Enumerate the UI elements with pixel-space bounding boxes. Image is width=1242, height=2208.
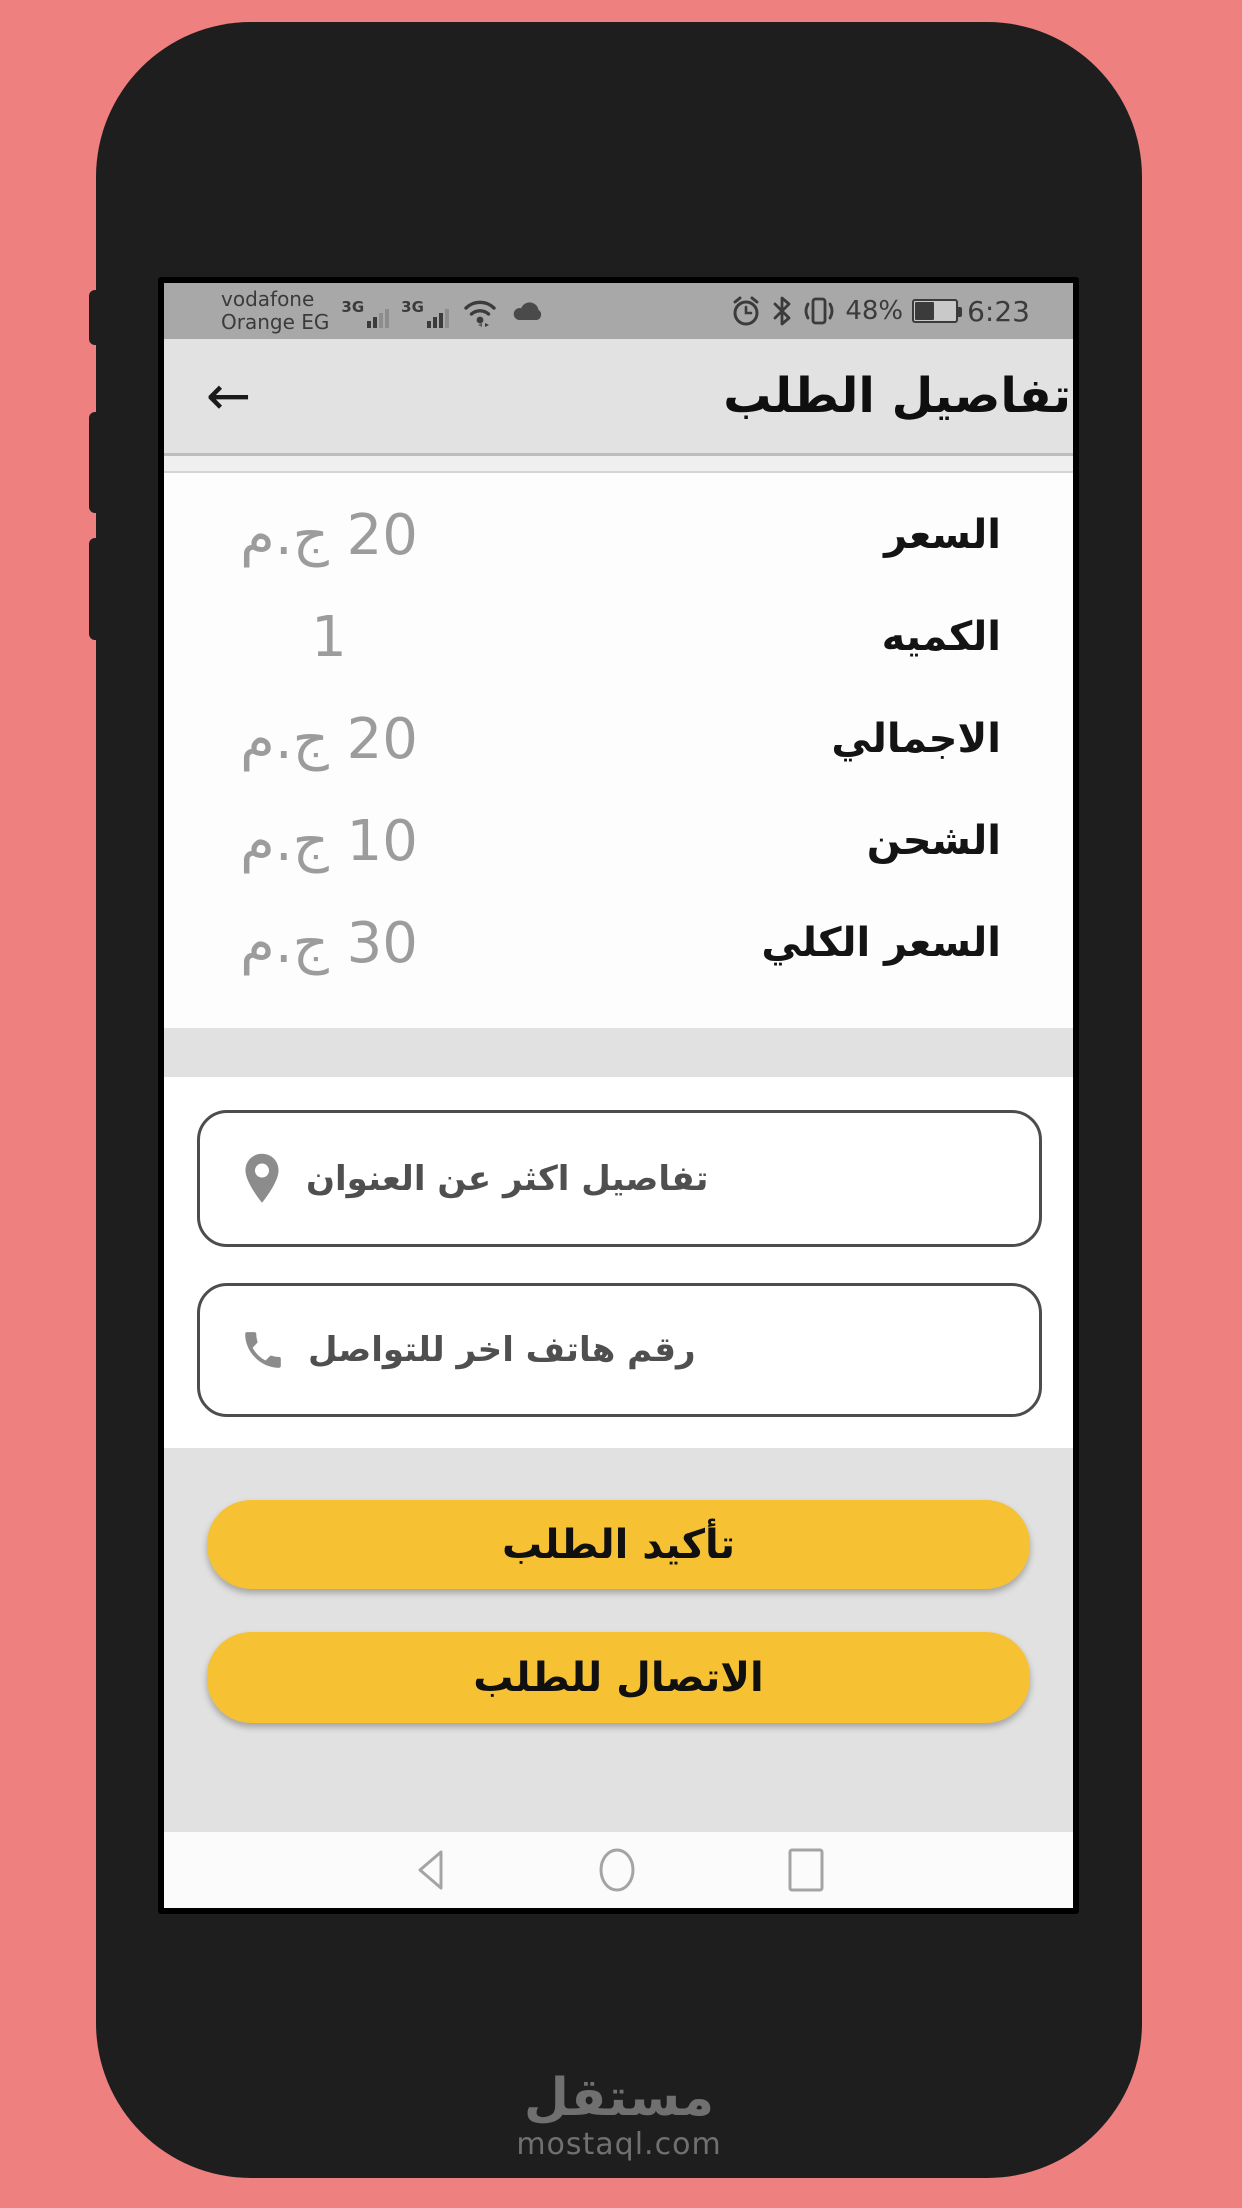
order-detail-row: [204, 484, 1001, 586]
battery-icon: [912, 299, 958, 323]
detail-label: السعر الكلي: [761, 920, 1001, 966]
vibrate-icon: [802, 295, 836, 327]
nav-back-icon[interactable]: [413, 1847, 447, 1893]
bluetooth-icon: [771, 295, 793, 327]
location-pin-icon: [240, 1152, 284, 1206]
battery-percent: 48%: [845, 296, 904, 326]
form-section: [164, 1077, 1073, 1448]
watermark-logo: مستقل: [523, 2067, 715, 2128]
signal-bars-icon: 3G: [401, 294, 449, 328]
alarm-clock-icon: [730, 295, 762, 327]
address-field[interactable]: [197, 1110, 1042, 1247]
order-detail-row: [204, 688, 1001, 790]
cloud-icon: [511, 298, 547, 324]
confirm-order-button[interactable]: تأكيد الطلب: [207, 1500, 1030, 1589]
detail-value: 1: [311, 604, 347, 670]
detail-label: الاجمالي: [831, 716, 1001, 762]
detail-label: الشحن: [866, 818, 1001, 864]
address-input[interactable]: [306, 1159, 1009, 1199]
order-detail-row: [204, 586, 1001, 688]
android-nav-bar: [164, 1832, 1073, 1908]
page-title: تفاصيل الطلب: [723, 368, 1071, 424]
phone-screen: [158, 277, 1079, 1914]
nav-recents-icon[interactable]: [787, 1847, 825, 1893]
section-divider: [164, 1028, 1073, 1077]
detail-value: 10 ج.م: [240, 808, 418, 874]
status-bar: [164, 283, 1073, 339]
detail-value: 30 ج.م: [240, 910, 418, 976]
watermark-site: mostaql.com: [516, 2127, 722, 2162]
volume-down-button: [89, 538, 99, 640]
detail-value: 20 ج.م: [240, 706, 418, 772]
order-detail-row: [204, 892, 1001, 994]
detail-label: الكميه: [881, 614, 1001, 660]
detail-label: السعر: [884, 512, 1001, 558]
volume-up-button: [89, 412, 99, 513]
phone-icon: [240, 1327, 286, 1373]
order-detail-row: [204, 790, 1001, 892]
nav-home-icon[interactable]: [597, 1846, 637, 1894]
phone-field[interactable]: [197, 1283, 1042, 1417]
back-button[interactable]: ←: [206, 364, 252, 427]
clock-time: 6:23: [967, 294, 1030, 328]
detail-value: 20 ج.م: [240, 502, 418, 568]
signal-bars-icon: 3G: [341, 294, 389, 328]
watermark: [96, 2067, 1142, 2162]
phone-frame: [96, 22, 1142, 2178]
phone-input[interactable]: [308, 1330, 1009, 1370]
power-button: [89, 290, 99, 345]
header-divider: [164, 456, 1073, 473]
order-details-list: [164, 473, 1073, 1028]
carrier-names: vodafone Orange EG: [221, 287, 330, 334]
call-order-button[interactable]: الاتصال للطلب: [207, 1632, 1030, 1723]
wifi-icon: [461, 294, 499, 328]
app-header: [164, 339, 1073, 456]
actions-section: [164, 1448, 1073, 1832]
